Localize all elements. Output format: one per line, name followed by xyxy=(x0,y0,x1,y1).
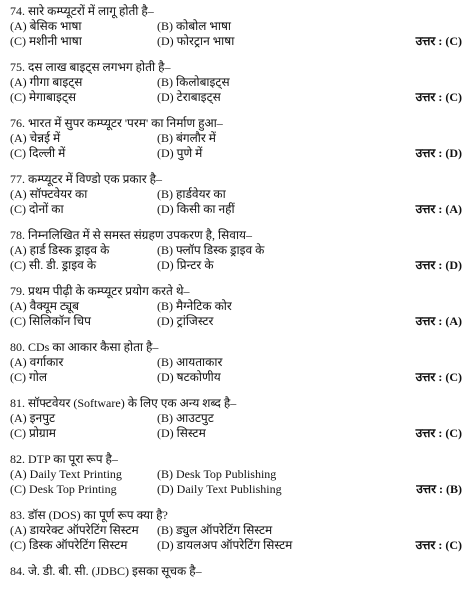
option-a: (A) गीगा बाइट्स xyxy=(10,75,83,89)
question-81 xyxy=(10,396,462,441)
option-d: (D) सिस्टम xyxy=(157,426,206,440)
options xyxy=(10,523,462,553)
question-83 xyxy=(10,508,462,553)
option-a: (A) Daily Text Printing xyxy=(10,467,122,481)
answer-label: उत्तर : (C) xyxy=(415,538,462,552)
option-d: (D) किसी का नहीं xyxy=(157,202,235,216)
question-text: 77. कम्प्यूटर में विण्डो एक प्रकार है– xyxy=(10,172,163,186)
option-d: (D) फोरट्रान भाषा xyxy=(157,34,235,48)
question-text: 78. निम्नलिखित में से समस्त संग्रहण उपकरण है, सिवाय– xyxy=(10,228,253,242)
option-c: (C) सिलिकॉन चिप xyxy=(10,314,91,328)
question-text: 76. भारत में सुपर कम्प्यूटर 'परम' का निर्माण हुआ– xyxy=(10,116,223,130)
option-a: (A) वैक्यूम ट्यूब xyxy=(10,299,79,313)
option-c: (C) मशीनी भाषा xyxy=(10,34,82,48)
option-a: (A) इनपुट xyxy=(10,411,56,425)
option-b: (B) मैग्नेटिक कोर xyxy=(157,299,232,313)
answer-label: उत्तर : (C) xyxy=(415,90,462,104)
question-74 xyxy=(10,4,462,49)
option-a: (A) हार्ड डिस्क ड्राइव के xyxy=(10,243,110,257)
option-d: (D) डायलअप ऑपरेटिंग सिस्टम xyxy=(157,538,293,552)
option-c: (C) प्रोग्राम xyxy=(10,426,56,440)
question-text: 82. DTP का पूरा रूप है– xyxy=(10,452,118,466)
answer-label: उत्तर : (C) xyxy=(415,370,462,384)
option-c: (C) डिस्क ऑपरेटिंग सिस्टम xyxy=(10,538,128,552)
answer-label: उत्तर : (D) xyxy=(415,258,462,272)
option-b: (B) आउटपुट xyxy=(157,411,214,425)
options xyxy=(10,411,462,441)
option-c: (C) गोल xyxy=(10,370,47,384)
options xyxy=(10,243,462,273)
option-d: (D) टेराबाइट्स xyxy=(157,90,221,104)
answer-label: उत्तर : (A) xyxy=(415,202,462,216)
options xyxy=(10,19,462,49)
option-b: (B) फ्लॉप डिस्क ड्राइव के xyxy=(157,243,265,257)
options xyxy=(10,467,462,497)
option-c: (C) दोनों का xyxy=(10,202,64,216)
answer-label: उत्तर : (C) xyxy=(415,426,462,440)
question-75 xyxy=(10,60,462,105)
option-b: (B) Desk Top Publishing xyxy=(157,467,277,481)
option-b: (B) बंगलौर में xyxy=(157,131,216,145)
question-79 xyxy=(10,284,462,329)
option-c: (C) Desk Top Printing xyxy=(10,482,117,496)
question-text: 80. CDs का आकार कैसा होता है– xyxy=(10,340,159,354)
question-text: 74. सारे कम्प्यूटरों में लागू होती है– xyxy=(10,4,154,18)
question-76 xyxy=(10,116,462,161)
options xyxy=(10,355,462,385)
question-text: 84. जे. डी. बी. सी. (JDBC) इसका सूचक है– xyxy=(10,564,202,578)
option-c: (C) सी. डी. ड्राइव के xyxy=(10,258,97,272)
option-d: (D) षटकोणीय xyxy=(157,370,221,384)
option-d: (D) Daily Text Publishing xyxy=(157,482,282,496)
question-78 xyxy=(10,228,462,273)
option-a: (A) सॉफ्टवेयर का xyxy=(10,187,88,201)
question-text: 81. सॉफ्टवेयर (Software) के लिए एक अन्य शब्द है– xyxy=(10,396,237,410)
option-a: (A) बेसिक भाषा xyxy=(10,19,82,33)
option-a: (A) डायरेक्ट ऑपरेटिंग सिस्टम xyxy=(10,523,139,537)
question-text: 83. डॉस (DOS) का पूर्ण रूप क्या है? xyxy=(10,508,168,522)
options xyxy=(10,299,462,329)
option-a: (A) वर्गाकार xyxy=(10,355,64,369)
option-d: (D) ट्रांजिस्टर xyxy=(157,314,214,328)
answer-label: उत्तर : (C) xyxy=(415,34,462,48)
option-d: (D) प्रिन्टर के xyxy=(157,258,214,272)
option-c: (C) दिल्ली में xyxy=(10,146,66,160)
answer-label: उत्तर : (B) xyxy=(416,482,462,496)
question-82 xyxy=(10,452,462,497)
option-d: (D) पुणे में xyxy=(157,146,203,160)
answer-label: उत्तर : (A) xyxy=(415,314,462,328)
option-b: (B) हार्डवेयर का xyxy=(157,187,226,201)
option-b: (B) ड्युल ऑपरेटिंग सिस्टम xyxy=(157,523,273,537)
question-80 xyxy=(10,340,462,385)
options xyxy=(10,187,462,217)
question-text: 75. दस लाख बाइट्स लगभग होती है– xyxy=(10,60,171,74)
question-text: 79. प्रथम पीढ़ी के कम्प्यूटर प्रयोग करते थे– xyxy=(10,284,190,298)
option-b: (B) कोबोल भाषा xyxy=(157,19,232,33)
answer-label: उत्तर : (D) xyxy=(415,146,462,160)
option-b: (B) किलोबाइट्स xyxy=(157,75,230,89)
options xyxy=(10,75,462,105)
option-c: (C) मेगाबाइट्स xyxy=(10,90,77,104)
option-b: (B) आयताकार xyxy=(157,355,223,369)
question-84 xyxy=(10,564,462,579)
option-a: (A) चेन्नई में xyxy=(10,131,61,145)
options xyxy=(10,131,462,161)
question-77 xyxy=(10,172,462,217)
